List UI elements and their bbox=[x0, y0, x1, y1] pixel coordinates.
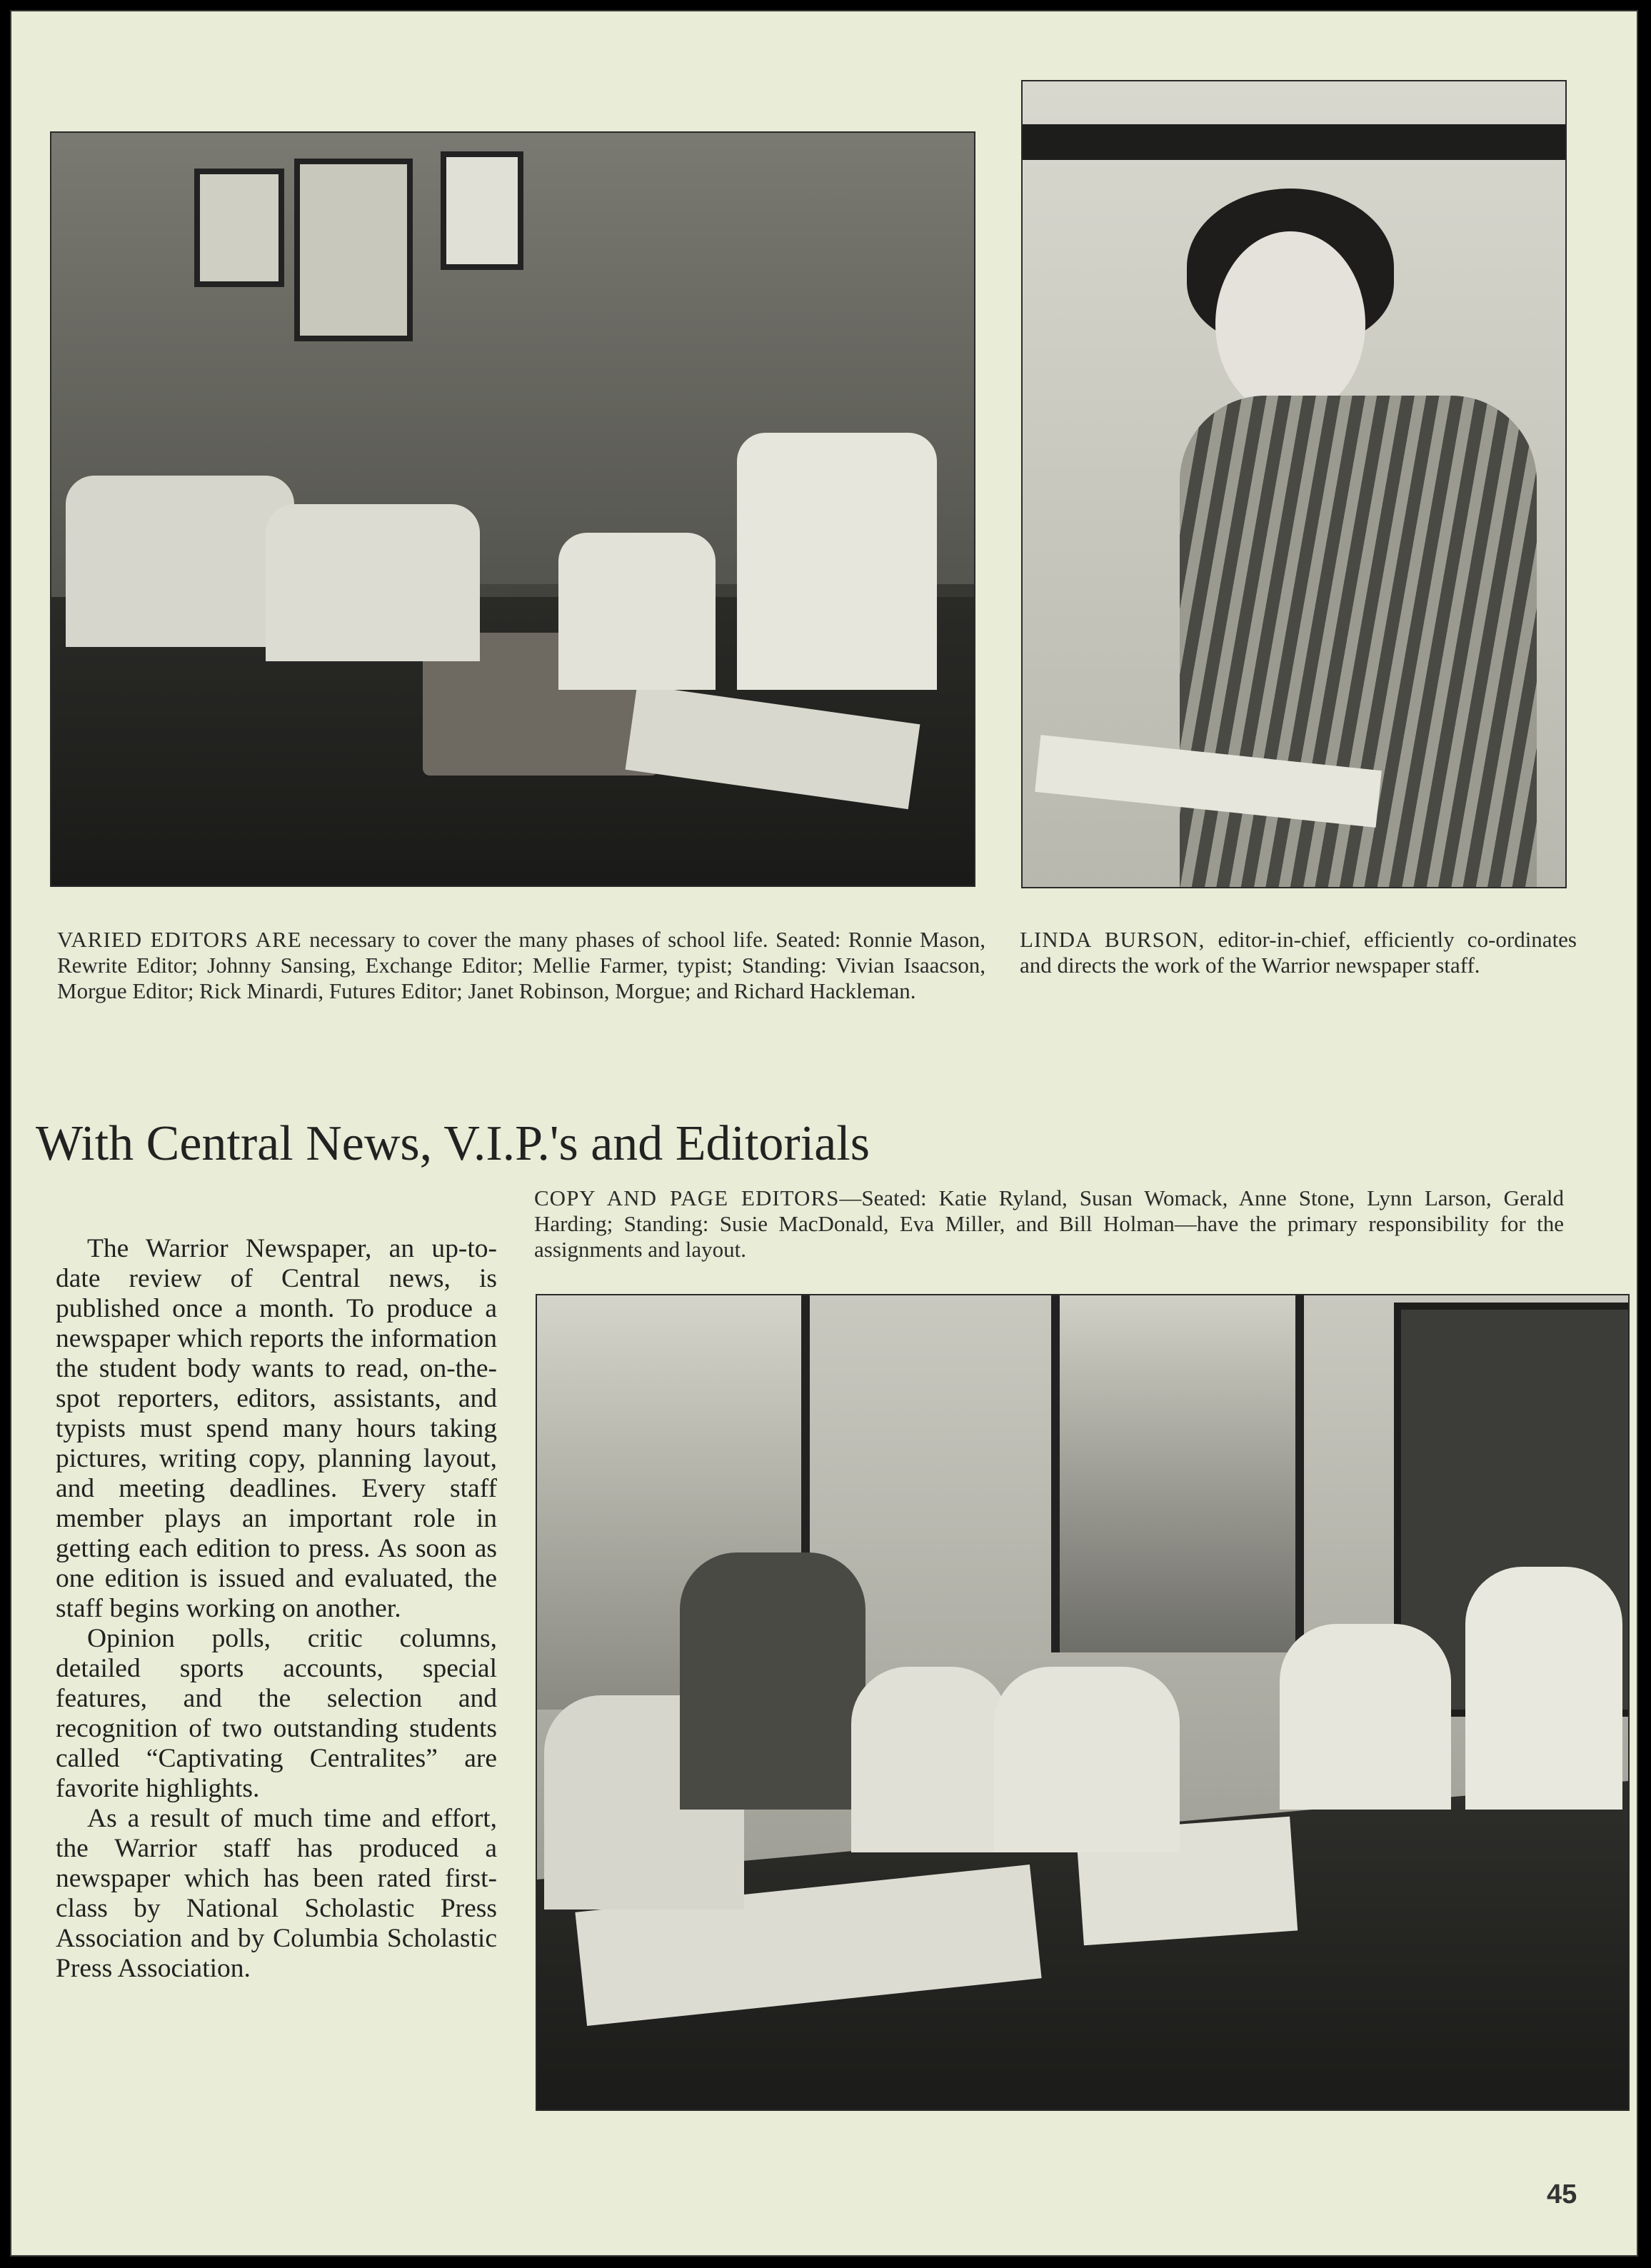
article-body bbox=[56, 1234, 497, 1984]
student-6 bbox=[1465, 1567, 1622, 1810]
caption-lead: VARIED EDITORS ARE bbox=[57, 927, 302, 952]
face bbox=[1215, 231, 1365, 417]
article-paragraph: As a result of much time and effort, the Warrior staff has produced a newspaper which has been rated first-class by National Scholastic Press Association and by Columbia Scholastic Press Association. bbox=[56, 1804, 497, 1983]
wall-frame-3 bbox=[441, 151, 523, 270]
student-3 bbox=[851, 1667, 1008, 1852]
wall-frame-1 bbox=[194, 169, 284, 287]
wall-frame-2 bbox=[294, 159, 413, 341]
student-5 bbox=[1280, 1624, 1451, 1810]
article-paragraph: Opinion polls, critic columns, detailed sports accounts, special features, and the selection and recognition of two outstanding students called “Captivating Centralites” are favorite highlights. bbox=[56, 1624, 497, 1803]
portrait-caption bbox=[1020, 927, 1577, 978]
student-shirt-1 bbox=[66, 476, 294, 647]
student-4 bbox=[994, 1667, 1180, 1852]
caption-text: editor-in-chief, efficiently co-ordinates and directs the work of the Warrior newspaper staff. bbox=[1020, 927, 1577, 978]
caption-lead: LINDA BURSON, bbox=[1020, 927, 1205, 952]
page-number: 45 bbox=[1547, 2179, 1577, 2209]
caption-text: —Seated: Katie Ryland, Susan Womack, Anne Stone, Lynn Larson, Gerald Harding; Standing: Susie MacDonald, Eva Miller, and Bill Holman—have the primary responsibility for the assignments and layout. bbox=[534, 1185, 1564, 1262]
caption-text: necessary to cover the many phases of school life. Seated: Ronnie Mason, Rewrite Editor; Johnny Sansing, Exchange Editor; Mellie Farmer, typist; Standing: Vivian Isaacson, Morgue Editor; Rick Minardi, Futures Editor; Janet Robinson, Morgue; and Richard Hackleman. bbox=[57, 927, 986, 1003]
student-shirt-4 bbox=[737, 433, 937, 690]
editors-group-photo bbox=[50, 131, 975, 887]
caption-lead: COPY AND PAGE EDITORS bbox=[534, 1185, 840, 1210]
article-paragraph: The Warrior Newspaper, an up-to-date review of Central news, is published once a month. To produce a newspaper which reports the information the student body wants to read, on-the-spot reporters, editors, assistants, and typists must spend many hours taking pictures, writing copy, planning layout, and meeting deadlines. Every staff member plays an important role in getting each edition to press. As soon as one edition is issued and evaluated, the staff begins working on another. bbox=[56, 1234, 497, 1623]
copy-editors-caption bbox=[534, 1185, 1564, 1263]
editor-in-chief-portrait bbox=[1021, 80, 1567, 888]
copy-editors-photo bbox=[536, 1294, 1630, 2111]
student-shirt-3 bbox=[558, 533, 716, 690]
top-bar bbox=[1023, 124, 1565, 160]
page-headline: With Central News, V.I.P.'s and Editorials bbox=[36, 1116, 870, 1171]
editors-photo-caption bbox=[57, 927, 985, 1004]
student-2 bbox=[680, 1552, 865, 1810]
yearbook-page bbox=[10, 10, 1638, 2257]
window-center bbox=[1051, 1295, 1304, 1652]
student-shirt-2 bbox=[266, 504, 480, 661]
